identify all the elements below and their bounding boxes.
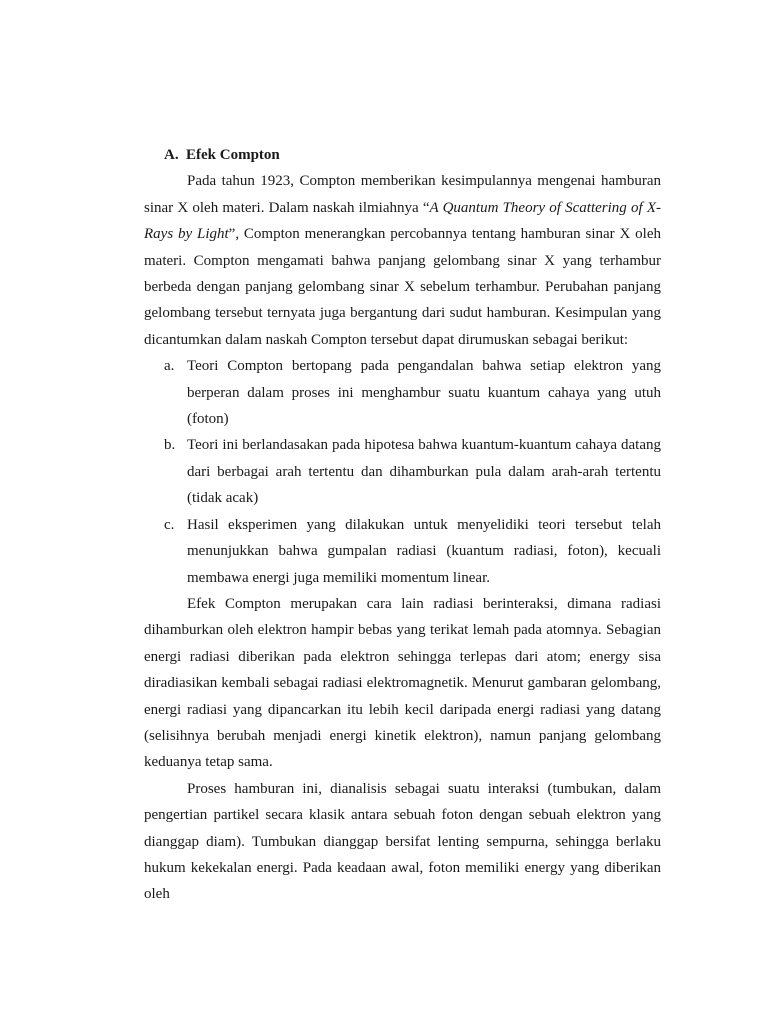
paragraph-scattering-process: Proses hamburan ini, dianalisis sebagai suatu interaksi (tumbukan, dalam pengertian partikel secara klasik antara sebuah foton dengan sebuah elektron yang dianggap diam). Tumbukan dianggap bersifat lenting sempurna, sehingga berlaku hukum kekekalan energi. Pada keadaan awal, foton memiliki energy yang diberikan oleh <box>144 780 661 903</box>
list-marker: a. <box>164 358 175 375</box>
list-item <box>144 512 661 591</box>
list-marker: b. <box>164 437 176 454</box>
list-item <box>144 353 661 432</box>
list-item-text: Teori ini berlandasakan pada hipotesa bahwa kuantum-kuantum cahaya datang dari berbagai arah tertentu dan dihamburkan pula dalam arah-arah tertentu (tidak acak) <box>187 437 661 507</box>
section-title: Efek Compton <box>186 147 280 163</box>
paragraph-intro <box>144 168 661 353</box>
document-page <box>144 142 661 908</box>
section-number: A. <box>164 147 179 163</box>
list-item-text: Hasil eksperimen yang dilakukan untuk menyelidiki teori tersebut telah menunjukkan bahwa gumpalan radiasi (kuantum radiasi, foton), kecuali membawa energi juga memiliki momentum linear. <box>187 516 661 586</box>
list-item-text: Teori Compton bertopang pada pengandalan bahwa setiap elektron yang berperan dalam proses ini menghambur suatu kuantum cahaya yang utuh (foton) <box>187 358 661 428</box>
list-marker: c. <box>164 516 175 533</box>
paragraph-intro-part2: ”, Compton menerangkan percobannya tentang hamburan sinar X oleh materi. Compton mengamati bahwa panjang gelombang sinar X yang terhambur berbeda dengan panjang gelombang sinar X sebelum terhambur. Perubahan panjang gelombang tersebut ternyata juga bergantung dari sudut hamburan. Kesimpulan yang dicantumkan dalam naskah Compton tersebut dapat dirumuskan sebagai berikut: <box>144 226 661 348</box>
conclusion-list <box>144 353 661 591</box>
paper-title: A Quantum Theory of Scattering of X-Rays by Light <box>144 199 661 243</box>
paragraph-compton-effect: Efek Compton merupakan cara lain radiasi berinteraksi, dimana radiasi dihamburkan oleh elektron hampir bebas yang terikat lemah pada atomnya. Sebagian energi radiasi diberikan pada elektron sehingga terlepas dari atom; energy sisa diradiasikan kembali sebagai radiasi elektromagnetik. Menurut gambaran gelombang, energi radiasi yang dipancarkan itu lebih kecil daripada energi radiasi yang datang (selisihnya berubah menjadi energi kinetik elektron), namun panjang gelombang keduanya tetap sama. <box>144 595 661 771</box>
section-heading <box>164 142 661 168</box>
list-item <box>144 432 661 511</box>
paragraph-intro-part1: Pada tahun 1923, Compton memberikan kesimpulannya mengenai hamburan sinar X oleh materi. Dalam naskah ilmiahnya “ <box>144 173 661 216</box>
